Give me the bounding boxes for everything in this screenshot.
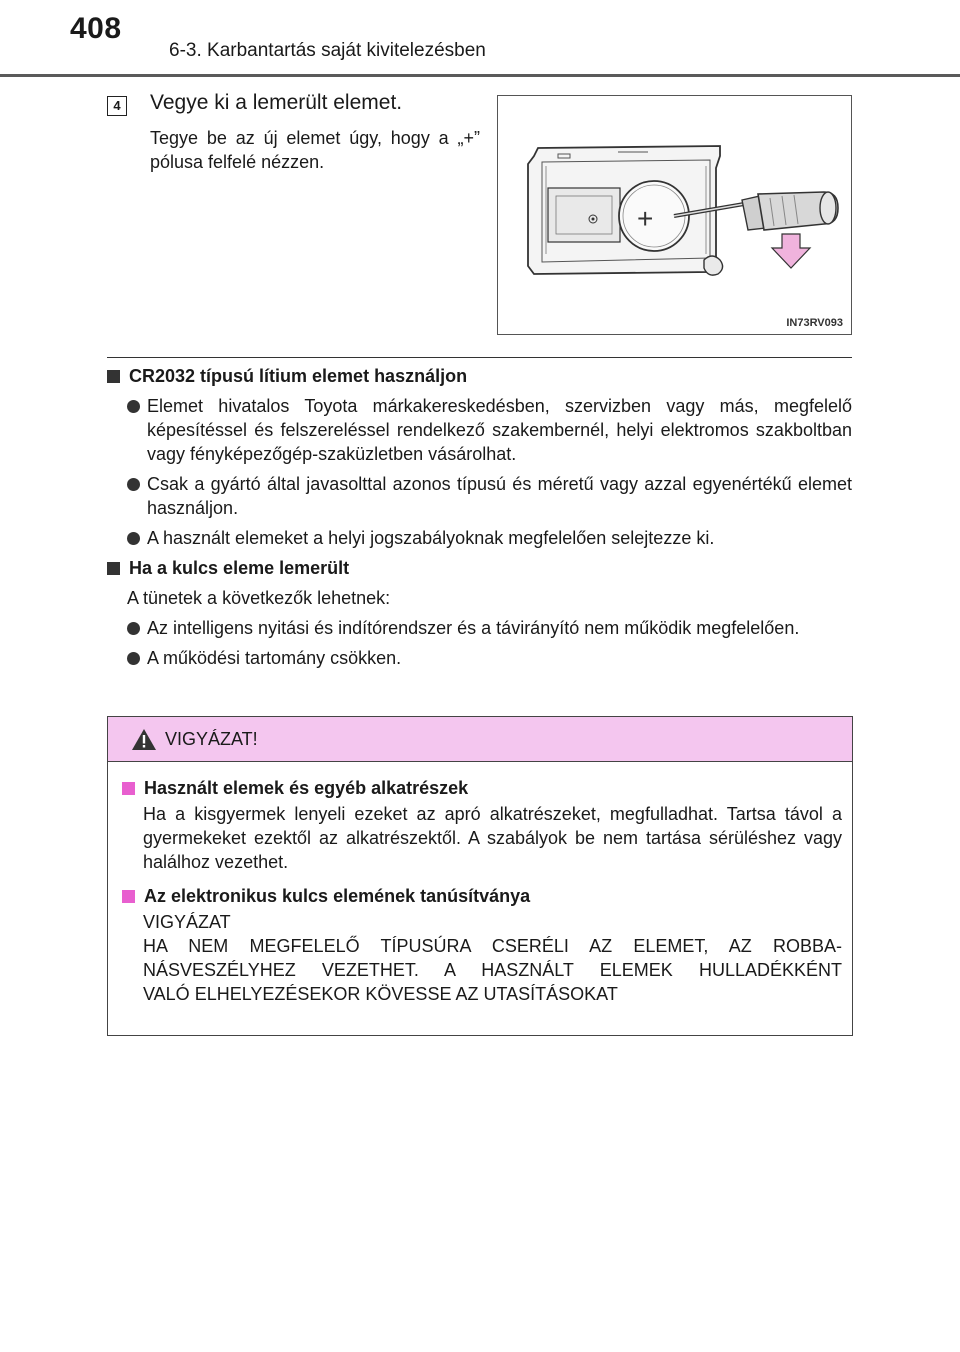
heading-text: Használt elemek és egyéb alkatrészek	[144, 778, 469, 798]
round-bullet-icon	[127, 622, 140, 635]
plus-sign: +	[637, 203, 654, 234]
certificate-line: NÁSVESZÉLYHEZ VEZETHET. A HASZNÁLT ELEMEK HULLADÉKKÉNT	[143, 960, 842, 980]
heading-text: Ha a kulcs eleme lemerült	[129, 558, 350, 578]
round-bullet-icon	[127, 400, 140, 413]
step-title: Vegye ki a lemerült elemet.	[150, 91, 403, 114]
square-bullet-icon	[107, 562, 120, 575]
list-item-text: Elemet hivatalos Toyota márkakereskedésben, szervizben vagy más, megfelelő képesítéssel és felszereléssel rendelkező szakembernél, helyi elektromos szakboltban vagy fényképezőgép-szaküzletben vásárolhat.	[147, 396, 852, 464]
certificate-line: VALÓ ELHELYEZÉSEKOR KÖVESSE AZ UTASÍTÁSOKAT	[143, 984, 618, 1004]
list-item-text: Az intelligens nyitási és indítórendszer és a távirányító nem működik megfelelően.	[147, 618, 800, 638]
page-number: 408	[70, 12, 122, 45]
square-bullet-icon	[107, 370, 120, 383]
warning-item-heading	[122, 884, 842, 908]
list-item-text: Csak a gyártó által javasolttal azonos típusú és méretű vagy azzal egyenértékű elemet használjon.	[147, 474, 852, 518]
warning-box	[107, 716, 853, 1036]
warning-body	[108, 762, 852, 1006]
list-item-text: A használt elemeket a helyi jogszabályoknak megfelelően selejtezze ki.	[147, 528, 715, 548]
warning-triangle-icon	[131, 728, 157, 751]
certificate-line: VIGYÁZAT	[143, 912, 231, 932]
certificate-text	[143, 910, 842, 1006]
list-item	[127, 472, 852, 520]
warning-item-text: Ha a kisgyermek lenyeli ezeket az apró alkatrészeket, megfulladhat. Tartsa távol a gyermekeket ezektől az alkatrészektől. A szabályok be nem tartása sérüléshez vagy halálhoz vezethet.	[143, 804, 842, 872]
list-item	[127, 394, 852, 466]
figure-code: IN73RV093	[786, 317, 843, 329]
warning-item-heading	[122, 776, 842, 800]
list-item	[127, 526, 852, 550]
square-bullet-icon	[122, 890, 135, 903]
section-divider	[107, 357, 852, 358]
section-title: 6-3. Karbantartás saját kivitelezésben	[169, 40, 486, 61]
heading-text: CR2032 típusú lítium elemet használjon	[129, 366, 468, 386]
section-heading	[107, 364, 852, 388]
list-item	[127, 616, 852, 640]
key-battery-drawing	[498, 96, 851, 334]
warning-title: VIGYÁZAT!	[165, 728, 258, 749]
list-item	[127, 646, 852, 670]
section-intro: A tünetek a következők lehetnek:	[127, 588, 391, 608]
main-content	[107, 364, 852, 676]
step-text: Tegye be az új elemet úgy, hogy a „+” pólusa felfelé nézzen.	[150, 128, 480, 172]
warning-header	[108, 717, 852, 762]
section-heading	[107, 556, 852, 580]
header-rule	[0, 74, 960, 77]
list-item-text: A működési tartomány csökken.	[147, 648, 402, 668]
step-number: 4	[107, 96, 127, 116]
square-bullet-icon	[122, 782, 135, 795]
key-battery-illustration	[497, 95, 852, 335]
certificate-line: HA NEM MEGFELELŐ TÍPUSÚRA CSERÉLI AZ ELEMET, AZ ROBBA-	[143, 936, 842, 956]
round-bullet-icon	[127, 478, 140, 491]
heading-text: Az elektronikus kulcs elemének tanúsítványa	[144, 886, 531, 906]
round-bullet-icon	[127, 652, 140, 665]
round-bullet-icon	[127, 532, 140, 545]
